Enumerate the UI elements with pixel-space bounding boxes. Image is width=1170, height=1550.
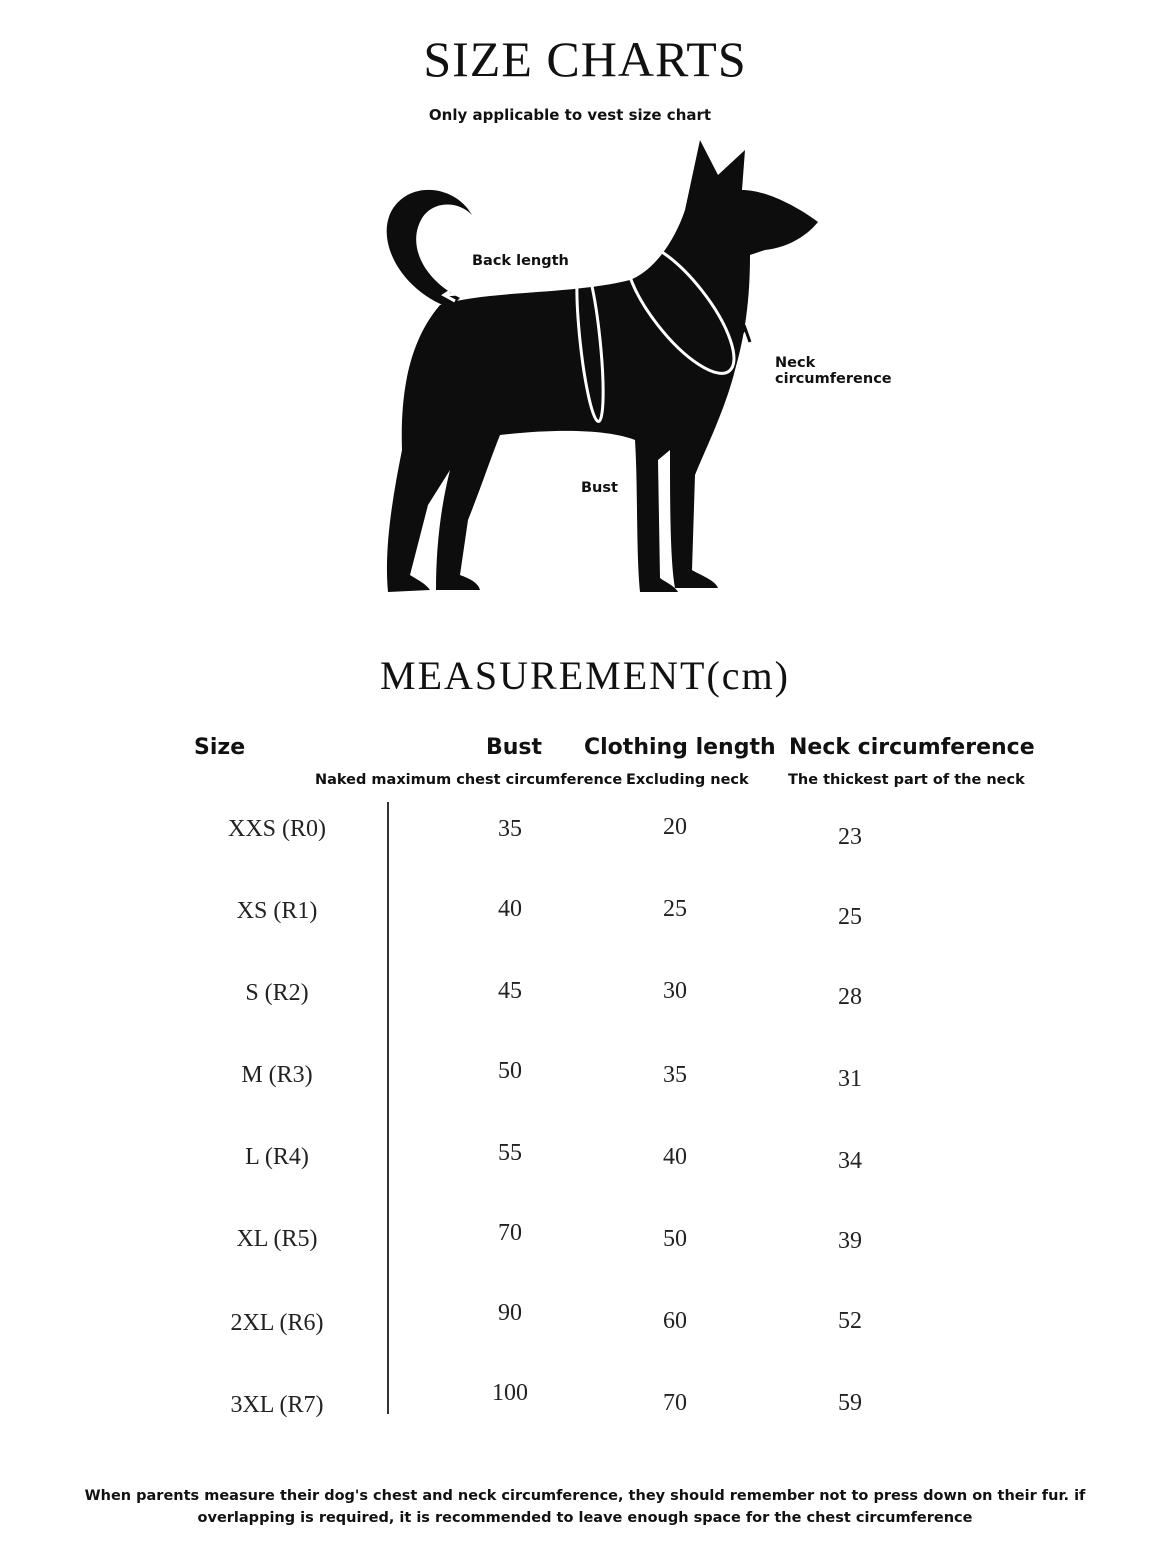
note-line-2: overlapping is required, it is recommended to leave enough space for the chest circumference <box>197 1510 973 1526</box>
length-cell: 25 <box>663 896 687 922</box>
neck-cell: 34 <box>838 1148 862 1174</box>
column-subheader-neck: The thickest part of the neck <box>788 772 1025 788</box>
bust-cell: 55 <box>498 1140 522 1166</box>
length-cell: 50 <box>663 1226 687 1252</box>
column-header-bust: Bust <box>486 735 543 760</box>
measurement-note <box>60 1485 1110 1529</box>
length-cell: 40 <box>663 1144 687 1170</box>
note-line-1: When parents measure their dog's chest and neck circumference, they should remember not to press down on their fur. if <box>84 1488 1086 1504</box>
length-cell: 35 <box>663 1062 687 1088</box>
size-cell: 2XL (R6) <box>230 1310 324 1336</box>
column-header-clothing-length: Clothing length <box>584 735 776 760</box>
length-cell: 70 <box>663 1390 687 1416</box>
neck-cell: 52 <box>838 1308 862 1334</box>
bust-cell: 45 <box>498 978 522 1004</box>
size-cell: M (R3) <box>241 1062 313 1088</box>
length-cell: 60 <box>663 1308 687 1334</box>
bust-cell: 35 <box>498 816 522 842</box>
bust-cell: 40 <box>498 896 522 922</box>
size-cell: XL (R5) <box>236 1226 318 1252</box>
neck-cell: 59 <box>838 1390 862 1416</box>
size-cell: XXS (R0) <box>227 816 326 842</box>
bust-cell: 100 <box>492 1380 528 1406</box>
size-cell: L (R4) <box>245 1144 309 1170</box>
page-title: SIZE CHARTS <box>423 31 747 87</box>
neck-circumference-label: Neck circumference <box>775 355 892 387</box>
measurement-title: MEASUREMENT(cm) <box>380 653 790 698</box>
bust-cell: 90 <box>498 1300 522 1326</box>
table-divider <box>387 802 389 1414</box>
bust-label: Bust <box>581 480 618 496</box>
column-header-neck: Neck circumference <box>789 735 1035 760</box>
size-cell: S (R2) <box>245 980 309 1006</box>
column-header-size: Size <box>194 735 246 760</box>
page-subtitle: Only applicable to vest size chart <box>428 106 712 124</box>
neck-cell: 28 <box>838 984 862 1010</box>
dog-diagram <box>340 130 892 610</box>
neck-cell: 25 <box>838 904 862 930</box>
back-length-label: Back length <box>472 253 569 269</box>
neck-cell: 39 <box>838 1228 862 1254</box>
length-cell: 20 <box>663 814 687 840</box>
column-subheader-bust: Naked maximum chest circumference <box>315 772 623 788</box>
neck-cell: 31 <box>838 1066 862 1092</box>
length-cell: 30 <box>663 978 687 1004</box>
neck-cell: 23 <box>838 824 862 850</box>
bust-cell: 50 <box>498 1058 522 1084</box>
column-subheader-clothing-length: Excluding neck <box>626 772 749 788</box>
size-cell: 3XL (R7) <box>230 1392 324 1418</box>
size-cell: XS (R1) <box>236 898 318 924</box>
bust-cell: 70 <box>498 1220 522 1246</box>
